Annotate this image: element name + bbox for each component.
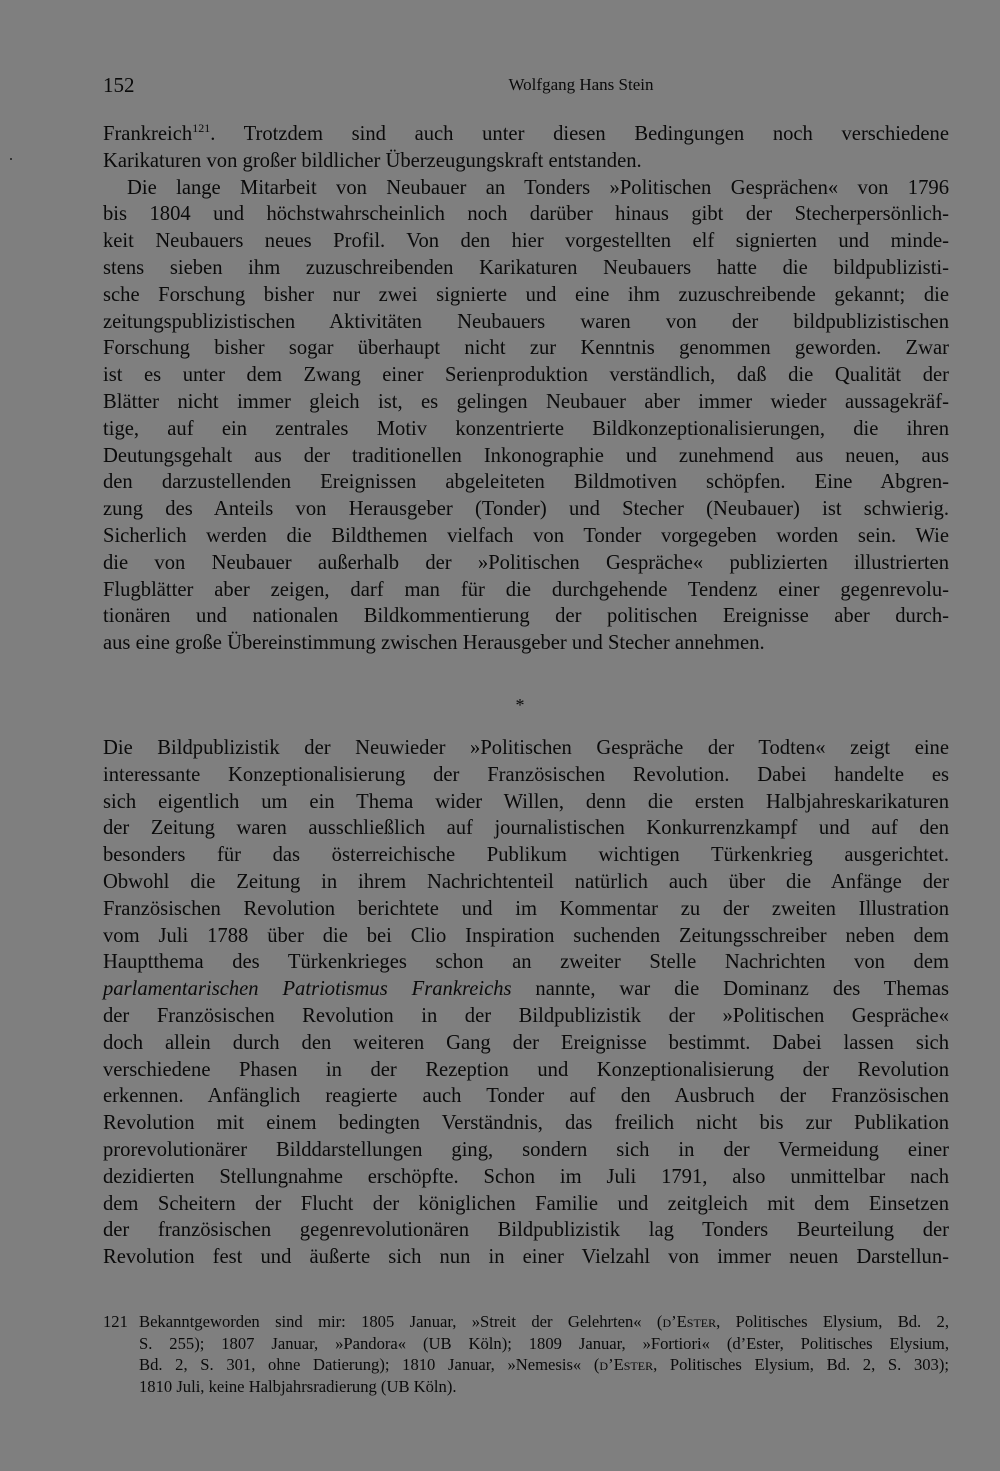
text-line: tige, auf ein zentrales Motiv konzentrierte Bildkonzeptionalisierungen, die ihren [103,417,949,440]
text-line: parlamentarischen Patriotismus Frankreichs nannte, war die Dominanz des Themas [103,978,949,1001]
text-line: keit Neubauers neues Profil. Von den hier vorgestellten elf signierten und minde- [103,230,949,253]
text-line: den darzustellenden Ereignissen abgeleiteten Bildmotiven schöpfen. Eine Abgren- [103,471,949,494]
text-line: Französischen Revolution berichtete und im Kommentar zu der zweiten Illustration [103,897,949,920]
footnote-line: S. 255); 1807 Januar, »Pandora« (UB Köln); 1809 Januar, »Fortiori« (d’Ester, Politisches Elysium, [139,1333,949,1353]
footnote-line: 1810 Juli, keine Halbjahrsradierung (UB Köln). [139,1377,457,1397]
text-line: dezidierten Stellungnahme erschöpfte. Schon im Juli 1791, also unmittelbar nach [103,1165,949,1188]
text-line: der Französischen Revolution in der Bildpublizistik der »Politischen Gespräche« [103,1004,949,1027]
scan-speck [10,158,12,160]
text-line: besonders für das österreichische Publikum wichtigen Türkenkrieg ausgerichtet. [103,844,949,867]
page-number: 152 [103,73,135,97]
text-line: Obwohl die Zeitung in ihrem Nachrichtenteil natürlich auch über die Anfänge der [103,870,949,893]
footnote [103,1311,949,1398]
text-line: ist es unter dem Zwang einer Serienproduktion verständlich, daß die Qualität der [103,364,949,387]
text-line: stens sieben ihm zuzuschreibenden Karikaturen Neubauers hatte die bildpublizisti- [103,256,949,279]
text-line: vom Juli 1788 über die bei Clio Inspiration suchenden Zeitungsschreiber neben dem [103,924,949,947]
text-line: Blätter nicht immer gleich ist, es gelingen Neubauer aber immer wieder aussagekräf- [103,390,949,413]
text-line: Sicherlich werden die Bildthemen vielfach von Tonder vorgegeben worden sein. Wie [103,524,949,547]
text-line: Hauptthema des Türkenkrieges schon an zweiter Stelle Nachrichten von dem [103,951,949,974]
text-line: der Zeitung waren ausschließlich auf journalistischen Konkurrenzkampf und auf den [103,817,949,840]
text-line: der französischen gegenrevolutionären Bildpublizistik lag Tonders Beurteilung der [103,1219,949,1242]
footnote-body [139,1311,949,1398]
text-line: bis 1804 und höchstwahrscheinlich noch darüber hinaus gibt der Stecherpersönlich- [103,203,949,226]
text-line: Forschung bisher sogar überhaupt nicht zur Kenntnis genommen geworden. Zwar [103,337,949,360]
page-header [103,70,949,100]
text-line: Karikaturen von großer bildlicher Überzeugungskraft entstanden. [103,149,642,172]
text-line: Die Bildpublizistik der Neuwieder »Politischen Gespräche der Todten« zeigt eine [103,737,949,759]
text-line: zeitungspublizistischen Aktivitäten Neubauers waren von der bildpublizistischen [103,310,949,333]
text-line: sche Forschung bisher nur zwei signierte und eine ihm zuzuschreibende gekannt; die [103,283,949,306]
text-line: Frankreich$^{121}$. Trotzdem sind auch unter diesen Bedingungen noch verschiedene [103,121,949,145]
footnote-number: 121 [103,1312,128,1331]
text-line: Deutungsgehalt aus der traditionellen Inkonographie und zunehmend aus neuen, aus [103,444,949,467]
text-line: zung des Anteils von Herausgeber (Tonder) und Stecher (Neubauer) ist schwierig. [103,498,949,521]
text-line: verschiedene Phasen in der Rezeption und Konzeptionalisierung der Revolution [103,1058,949,1081]
text-line: tionären und nationalen Bildkommentierung der politischen Ereignisse aber durch- [103,605,949,628]
text-line: erkennen. Anfänglich reagierte auch Tonder auf den Ausbruch der Französischen [103,1085,949,1108]
section-separator: * [515,695,525,715]
text-line: prorevolutionärer Bilddarstellungen ging, sondern sich in der Vermeidung einer [103,1138,949,1161]
text-line: interessante Konzeptionalisierung der Französischen Revolution. Dabei handelte es [103,763,949,786]
text-line: die von Neubauer außerhalb der »Politischen Gespräche« publizierten illustrierten [103,551,949,574]
text-line: Revolution mit einem bedingten Verständnis, das freilich nicht bis zur Publikation [103,1112,949,1135]
section-1-body [103,121,949,657]
text-line: sich eigentlich um ein Thema wider Willen, denn die ersten Halbjahreskarikaturen [103,790,949,813]
italic-phrase: parlamentarischen Patriotismus Frankreichs [103,978,512,1001]
text-line: Revolution fest und äußerte sich nun in einer Vielzahl von immer neuen Darstellun- [103,1246,949,1269]
text-line: Flugblätter aber zeigen, darf man für die durchgehende Tendenz einer gegenrevolu- [103,578,949,601]
text-line: doch allein durch den weiteren Gang der Ereignisse bestimmt. Dabei lassen sich [103,1031,949,1054]
footnote-line: Bekanntgeworden sind mir: 1805 Januar, »Streit der Gelehrten« (d’Ester, Politisches Elysium, Bd. 2, [139,1312,950,1331]
text-line: aus eine große Übereinstimmung zwischen Herausgeber und Stecher annehmen. [103,632,765,655]
section-2-body [103,735,949,1271]
text-line: Die lange Mitarbeit von Neubauer an Tonders »Politischen Gesprächen« von 1796 [127,176,949,199]
running-head: Wolfgang Hans Stein [508,75,654,94]
footnote-ref[interactable]: 121 [192,121,211,135]
text-line: dem Scheitern der Flucht der königlichen Familie und zeitgleich mit dem Einsetzen [103,1192,949,1215]
footnote-line: Bd. 2, S. 301, ohne Datierung); 1810 Januar, »Nemesis« (d’Ester, Politisches Elysium, Bd. 2, S. 303); [139,1355,949,1375]
